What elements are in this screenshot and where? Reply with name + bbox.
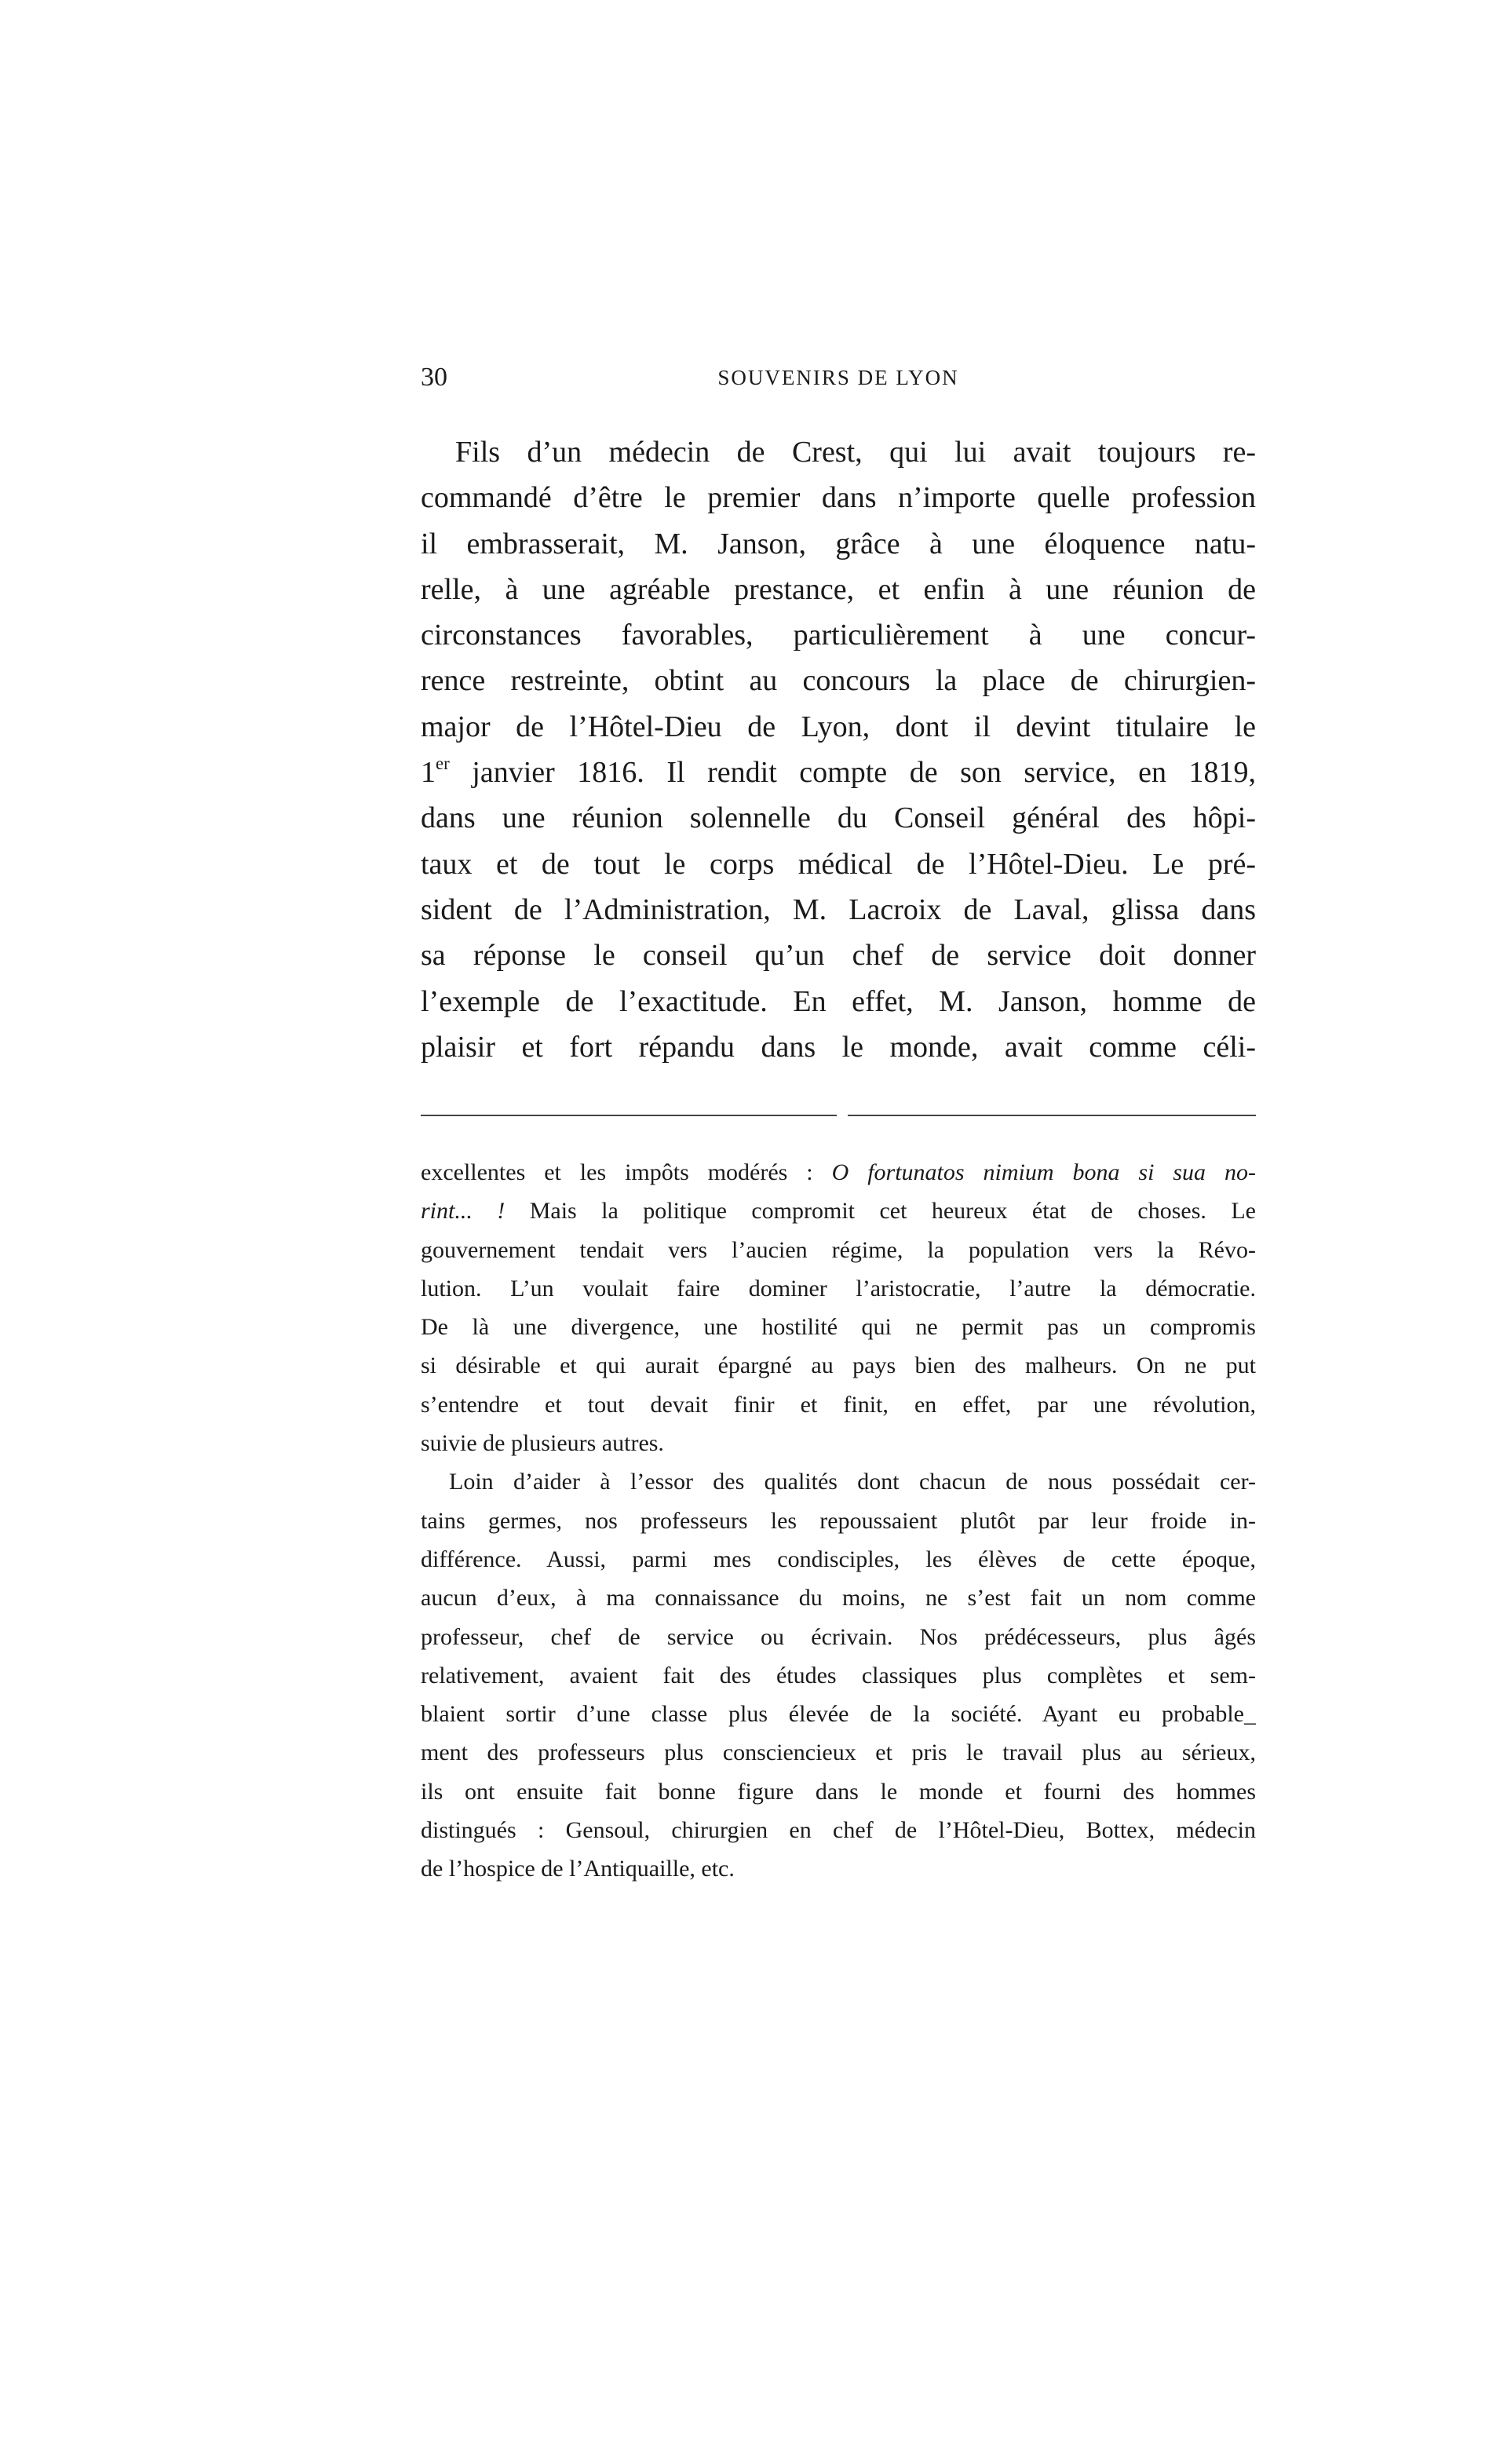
- footnote-line: si désirable et qui aurait épargné au pays bien des malheurs. On ne put: [421, 1352, 1256, 1379]
- footnote-line: blaient sortir d’une classe plus élevée de la société. Ayant eu probable_: [421, 1701, 1256, 1728]
- footnote-line: suivie de plusieurs autres.: [421, 1430, 664, 1457]
- text-line: sa réponse le conseil qu’un chef de service doit donner: [421, 939, 1256, 973]
- footnote-line: Loin d’aider à l’essor des qualités dont chacun de nous possédait cer-: [449, 1469, 1256, 1495]
- main-text: [421, 429, 1256, 1070]
- text-line: Fils d’un médecin de Crest, qui lui avait toujours re-: [455, 436, 1256, 469]
- footnote-separator: [421, 1115, 1256, 1116]
- text-line: l’exemple de l’exactitude. En effet, M. Janson, homme de: [421, 984, 1256, 1018]
- running-title: SOUVENIRS DE LYON: [717, 366, 959, 389]
- text-line: relle, à une agréable prestance, et enfin à une réunion de: [421, 572, 1256, 606]
- text-segment: excellentes et les impôts modérés :: [421, 1159, 832, 1185]
- text-line: sident de l’Administration, M. Lacroix de Laval, glissa dans: [421, 893, 1256, 926]
- latin-quote: O fortunatos nimium bona si sua no-: [831, 1159, 1256, 1185]
- footnote-line: distingués : Gensoul, chirurgien en chef de l’Hôtel-Dieu, Bottex, médecin: [421, 1817, 1256, 1844]
- footnote-line: [421, 1192, 1256, 1230]
- text-line: taux et de tout le corps médical de l’Hôtel-Dieu. Le pré-: [421, 847, 1256, 881]
- footnote-line: gouvernement tendait vers l’aucien régime, la population vers la Révo-: [421, 1236, 1256, 1263]
- text-line: il embrasserait, M. Janson, grâce à une éloquence natu-: [421, 527, 1256, 560]
- text-segment: janvier 1816. Il rendit compte de son service, en 1819,: [449, 756, 1256, 790]
- text-line: plaisir et fort répandu dans le monde, avait comme céli-: [421, 1030, 1256, 1064]
- footnote-line: tains germes, nos professeurs les repoussaient plutôt par leur froide in-: [421, 1507, 1256, 1534]
- text-line: commandé d’être le premier dans n’importe quelle profession: [421, 481, 1256, 515]
- date-day: 1: [421, 756, 436, 790]
- footnote-line: De là une divergence, une hostilité qui ne permit pas un compromis: [421, 1314, 1256, 1341]
- text-line: circonstances favorables, particulièrement à une concur-: [421, 619, 1256, 652]
- text-line: major de l’Hôtel-Dieu de Lyon, dont il devint titulaire le: [421, 710, 1256, 743]
- footnote-line: professeur, chef de service ou écrivain. Nos prédécesseurs, plus âgés: [421, 1623, 1256, 1650]
- footnote-line: relativement, avaient fait des études classiques plus complètes et sem-: [421, 1662, 1256, 1688]
- text-segment: Mais la politique compromit cet heureux état de choses. Le: [505, 1198, 1256, 1225]
- text-line: dans une réunion solennelle du Conseil général des hôpi-: [421, 801, 1256, 835]
- text-line: [421, 750, 1256, 795]
- text-line: rence restreinte, obtint au concours la place de chirurgien-: [421, 664, 1256, 698]
- footnote-line: de l’hospice de l’Antiquaille, etc.: [421, 1856, 735, 1882]
- latin-quote: rint... !: [421, 1198, 505, 1225]
- ordinal-superscript: er: [436, 754, 450, 774]
- page-number: 30: [421, 363, 447, 392]
- footnote-line: aucun d’eux, à ma connaissance du moins, ne s’est fait un nom comme: [421, 1585, 1256, 1612]
- running-header: [421, 363, 1256, 402]
- footnote-line: ment des professeurs plus consciencieux et pris le travail plus au sérieux,: [421, 1739, 1256, 1766]
- footnote-line: [421, 1153, 1256, 1192]
- footnote-line: lution. L’un voulait faire dominer l’aristocratie, l’autre la démocratie.: [421, 1275, 1256, 1301]
- footnote-line: s’entendre et tout devait finir et finit, en effet, par une révolution,: [421, 1391, 1256, 1418]
- footnote-line: ils ont ensuite fait bonne figure dans le monde et fourni des hommes: [421, 1778, 1256, 1805]
- footnote-line: différence. Aussi, parmi mes condisciples, les élèves de cette époque,: [421, 1546, 1256, 1572]
- footnote: [421, 1153, 1256, 1889]
